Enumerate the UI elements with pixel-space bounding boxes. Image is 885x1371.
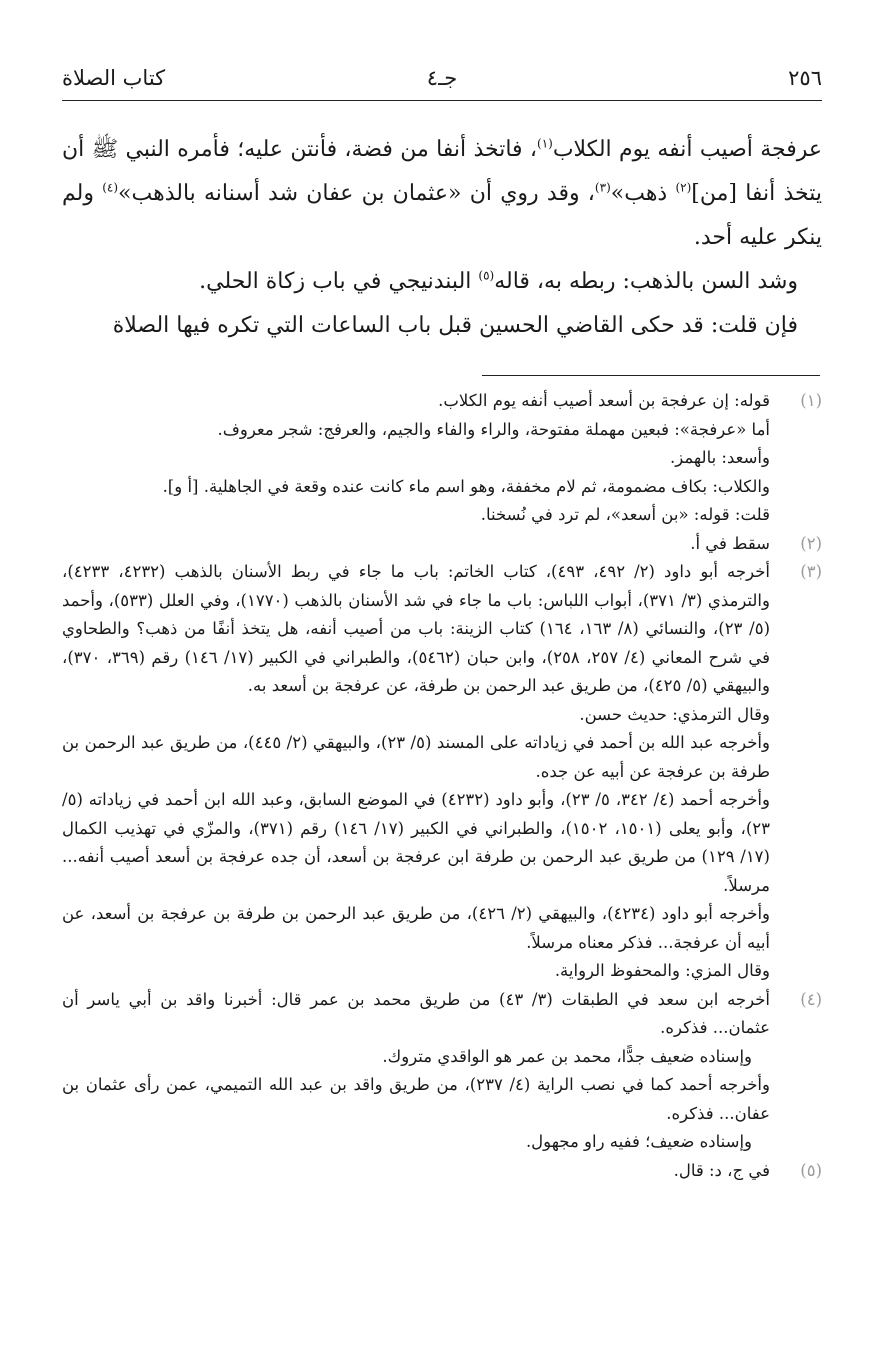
footnote-number: (١)	[800, 391, 822, 410]
footnote-line: في ج، د: قال.	[673, 1160, 770, 1180]
paragraph-1: عرفجة أصيب أنفه يوم الكلاب$^{(١)}$، فاتخذ أنفا من فضة، فأنتن عليه؛ فأمره النبي ﷺ أن يتخذ أنفا [من]$^{(٢)}$ ذهب»$^{(٣)}$، وقد روي أن «عثمان بن عفان شد أسنانه بالذهب»$^{(٤)}$ ولم ينكر عليه أحد.	[62, 136, 822, 250]
paragraph-2: وشد السن بالذهب: ربطه به، قاله$^{(٥)}$ البندنيجي في باب زكاة الحلي.	[199, 268, 798, 294]
header-divider	[62, 100, 822, 101]
footnote-number: (٥)	[800, 1160, 822, 1180]
footnote-number: (٢)	[800, 533, 822, 553]
footnote-line: قوله: إن عرفجة بن أسعد أصيب أنفه يوم الكلاب.	[438, 391, 770, 410]
footnote-number: (٤)	[800, 989, 822, 1009]
footnote-line: وأخرجه أبو داود (٤٢٣٤)، والبيهقي (٢/ ٤٢٦)، من طريق عبد الرحمن بن طرفة بن عرفجة بن أسعد، عن أبيه أن عرفجة... فذكر معناه مرسلاً.	[62, 904, 770, 952]
footnote-2	[62, 530, 822, 559]
footnote-ref-5: (٥)	[478, 268, 495, 283]
book-title: كتاب الصلاة	[62, 66, 166, 90]
page-header	[62, 62, 822, 98]
footnote-ref-1: (١)	[537, 136, 553, 151]
footnote-line: قلت: قوله: «بن أسعد»، لم ترد في نُسخنا.	[480, 505, 770, 524]
footnote-line: أخرجه ابن سعد في الطبقات (٣/ ٤٣) من طريق محمد بن عمر قال: أخبرنا واقد بن أبي ياسر أن عثمان... فذكره.	[62, 989, 771, 1037]
footnote-line: والكلاب: بكاف مضمومة، ثم لام مخففة، وهو اسم ماء كانت عنده وقعة في الجاهلية. [أ و].	[162, 476, 770, 496]
footnote-divider	[482, 375, 820, 376]
footnote-line: وقال الترمذي: حديث حسن.	[579, 704, 770, 724]
footnote-line: وأسعد: بالهمز.	[670, 448, 770, 467]
footnote-line: سقط في أ.	[690, 533, 770, 553]
footnote-ref-3: (٣)	[594, 180, 611, 195]
footnote-line: وأخرجه أحمد (٤/ ٣٤٢، ٥/ ٢٣)، وأبو داود (٤٢٣٢) في الموضع السابق، وعبد الله ابن أحمد في زياداته (٥/ ٢٣)، وأبو يعلى (١٥٠١، ١٥٠٢)، والطبراني في الكبير (١٧/ ١٤٦) رقم (٣٧١)، والمزّي في تهذيب الكمال (١٧/ ١٢٩) من طريق عبد الرحمن بن طرفة ابن عرفجة بن أسعد، أن جده عرفجة بن أسعد أصيب أنفه... مرسلاً.	[62, 790, 771, 895]
footnote-5	[62, 1157, 822, 1186]
footnote-ref-4: (٤)	[102, 180, 119, 195]
footnote-line: وإسناده ضعيف؛ ففيه راو مجهول.	[525, 1132, 752, 1151]
footnote-line: وأخرجه أحمد كما في نصب الراية (٤/ ٢٣٧)، من طريق واقد بن عبد الله التميمي، عمن رأى عثمان بن عفان... فذكره.	[62, 1075, 770, 1123]
main-text	[62, 128, 822, 348]
footnote-1	[62, 387, 822, 530]
footnote-line: وإسناده ضعيف جدًّا، محمد بن عمر هو الواقدي متروك.	[382, 1046, 752, 1066]
footnote-line: أخرجه أبو داود (٢/ ٤٩٢، ٤٩٣)، كتاب الخاتم: باب ما جاء في ربط الأسنان بالذهب (٤٢٣٢، ٤٢٣٣)، والترمذي (٣/ ٣٧١)، أبواب اللباس: باب ما جاء في شد الأسنان بالذهب (١٧٧٠)، وفي العلل (٥٣٣)، وأحمد (٥/ ٢٣)، والنسائي (٨/ ١٦٣، ١٦٤) كتاب الزينة: باب من أصيب أنفه، هل يتخذ أنفًا من ذهب؟ والطحاوي في شرح المعاني (٤/ ٢٥٧، ٢٥٨)، وابن حبان (٥٤٦٢)، والطبراني في الكبير (١٧/ ١٤٦) رقم (٣٦٩، ٣٧٠)، والبيهقي (٥/ ٤٢٥)، من طريق عبد الرحمن بن طرفة، عن عرفجة بن أسعد به.	[62, 562, 771, 695]
volume-label: جـ٤	[426, 66, 458, 90]
footnote-number: (٣)	[800, 562, 822, 581]
paragraph-3: فإن قلت: قد حكى القاضي الحسين قبل باب الساعات التي تكره فيها الصلاة	[112, 313, 798, 338]
footnote-line: أما «عرفجة»: فبعين مهملة مفتوحة، والراء والفاء والجيم، والعرفج: شجر معروف.	[217, 419, 770, 439]
footnote-line: وقال المزي: والمحفوظ الرواية.	[554, 961, 770, 980]
footnote-ref-2: (٢)	[675, 180, 692, 195]
footnotes	[62, 387, 822, 1185]
footnote-line: وأخرجه عبد الله بن أحمد في زياداته على المسند (٥/ ٢٣)، والبيهقي (٢/ ٤٤٥)، من طريق عبد الرحمن بن طرفة بن عرفجة عن أبيه عن جده.	[62, 733, 770, 781]
page-number: ٢٥٦	[788, 66, 822, 90]
footnote-4	[62, 986, 822, 1157]
footnote-3	[62, 558, 822, 986]
